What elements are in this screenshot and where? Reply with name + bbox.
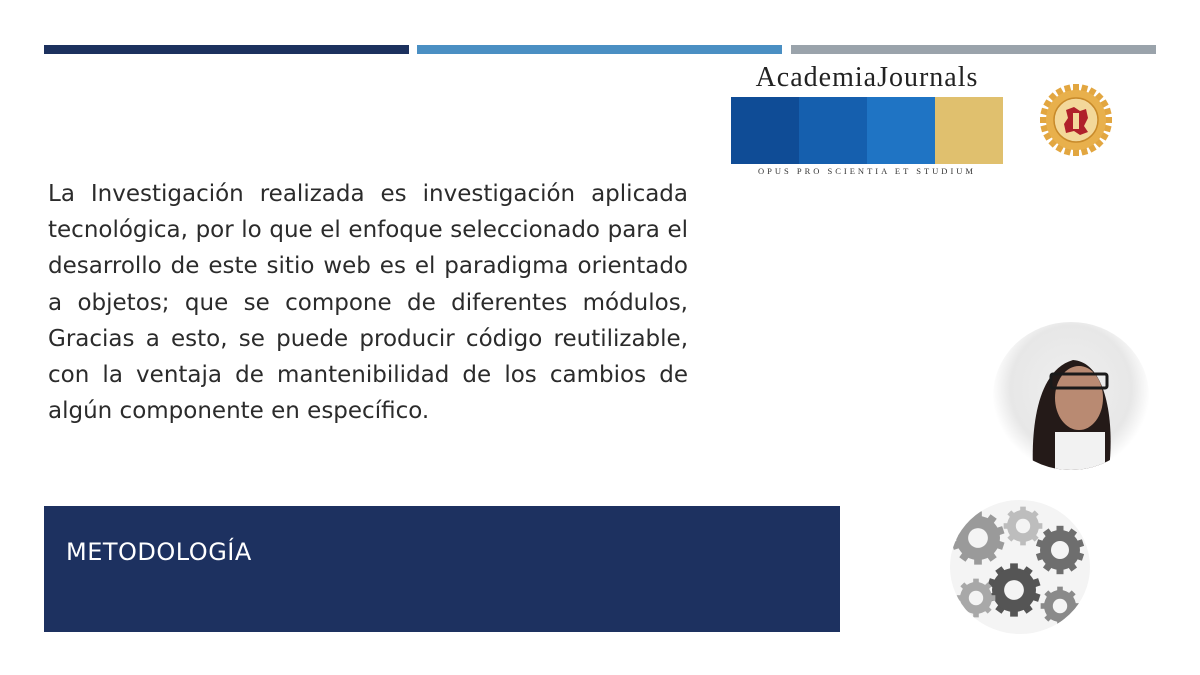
logo-title: AcademiaJournals (755, 62, 979, 93)
top-accent-bar-dark (44, 45, 409, 54)
top-accent-bar-gray (791, 45, 1156, 54)
logo-block (867, 97, 935, 164)
methodology-paragraph: La Investigación realizada es investigación aplicada tecnológica, por lo que el enfoque seleccionado para el desarrollo de este sitio web es el paradigma orientado a objetos; que se compone de diferentes módulos, Gracias a esto, se puede producir código reutilizable, con la ventaja de mantenibilidad de los cambios de algún componente en específico. (48, 181, 688, 425)
academia-journals-logo (731, 60, 1003, 178)
gears-icon (948, 498, 1092, 636)
section-banner (44, 506, 840, 632)
top-accent-bar-blue (417, 45, 782, 54)
logo-block (799, 97, 867, 164)
section-title: METODOLOGÍA (66, 538, 252, 566)
presenter-webcam-icon (993, 322, 1149, 470)
logo-block (731, 97, 799, 164)
logo-color-blocks (731, 97, 1003, 164)
logo-motto: OPUS PRO SCIENTIA ET STUDIUM (758, 166, 976, 176)
institutional-seal-icon (1036, 80, 1116, 160)
logo-block (935, 97, 1003, 164)
